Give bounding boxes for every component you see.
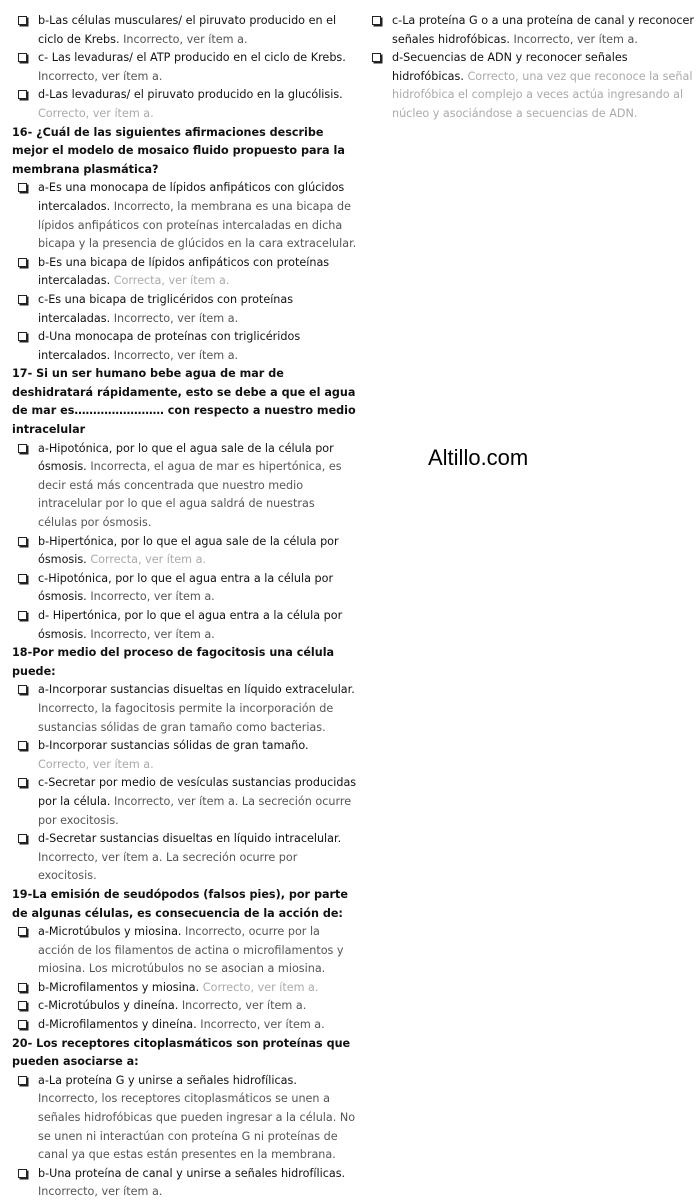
answer-text: b-Hipertónica, por lo que el agua sale de la célula por ósmosis. bbox=[38, 534, 339, 567]
checkbox-bullet-icon bbox=[18, 332, 27, 341]
answer-option bbox=[12, 830, 357, 886]
checkbox-bullet-icon bbox=[18, 685, 27, 694]
feedback-text: Correcto, ver ítem a. bbox=[38, 106, 154, 120]
answer-option bbox=[12, 607, 357, 644]
answer-option bbox=[366, 12, 696, 49]
checkbox-bullet-icon bbox=[18, 295, 27, 304]
checkbox-bullet-icon bbox=[372, 53, 381, 62]
answer-option bbox=[12, 570, 357, 607]
answer-option bbox=[12, 681, 357, 737]
feedback-text: Incorrecto, ver ítem a. La secreción ocurre por exocitosis. bbox=[38, 850, 298, 883]
checkbox-bullet-icon bbox=[18, 834, 27, 843]
answer-option bbox=[12, 1016, 357, 1035]
checkbox-bullet-icon bbox=[18, 927, 27, 936]
feedback-text: Incorrecto, ver ítem a. La secreción ocurre por exocitosis. bbox=[38, 794, 352, 827]
answer-option bbox=[12, 737, 357, 774]
feedback-text: Incorrecto, ver ítem a. bbox=[38, 69, 163, 83]
answer-option bbox=[12, 1165, 357, 1202]
feedback-text: Incorrecto, ver ítem a. bbox=[200, 1018, 325, 1032]
answer-text: b-Las células musculares/ el piruvato producido en el ciclo de Krebs. bbox=[38, 14, 337, 46]
checkbox-bullet-icon bbox=[18, 258, 27, 267]
question-title: 16- ¿Cuál de las siguientes afirmaciones describe mejor el modelo de mosaico fluido propuesto para la membrana plasmática? bbox=[12, 125, 345, 176]
feedback-text: Incorrecto, la membrana es una bicapa de lípidos anfipáticos con proteínas intercaladas en dicha bicapa y la presencia de glúcidos en la cara extracelular. bbox=[38, 199, 357, 251]
checkbox-bullet-icon bbox=[18, 90, 27, 99]
answer-text: a-Microtúbulos y miosina. bbox=[38, 925, 182, 939]
checkbox-bullet-icon bbox=[18, 537, 27, 546]
left-column bbox=[12, 12, 357, 1202]
answer-text: a-Hipotónica, por lo que el agua sale de la célula por ósmosis. bbox=[38, 441, 334, 474]
feedback-text: Correcto, ver ítem a. bbox=[202, 980, 319, 994]
feedback-text: Correcto, ver ítem a. bbox=[38, 757, 154, 771]
answer-text: c-La proteína G o a una proteína de canal y reconocer señales hidrofóbicas. bbox=[392, 14, 694, 46]
feedback-text: Incorrecto, ver ítem a. bbox=[90, 627, 215, 641]
feedback-text: Correcto, una vez que reconoce la señal hidrofóbica el complejo a veces actúa ingresando al núcleo y asociándose a secuencias de ADN. bbox=[392, 69, 693, 120]
checkbox-bullet-icon bbox=[18, 1076, 27, 1085]
answer-option bbox=[12, 997, 357, 1016]
checkbox-bullet-icon bbox=[18, 741, 27, 750]
answer-text: d-Secuencias de ADN y reconocer señales hidrofóbicas. bbox=[392, 51, 628, 83]
question-title: 20- Los receptores citoplasmáticos son proteínas que pueden asociarse a: bbox=[12, 1036, 351, 1069]
feedback-text: Incorrecta, el agua de mar es hipertónica, es decir está más concentrada que nuestro medio intracelular por lo que el agua saldrá de nuestras células por ósmosis. bbox=[38, 460, 342, 530]
answer-text: a-La proteína G y unirse a señales hidrofílicas. bbox=[38, 1073, 297, 1087]
answer-text: d-Microfilamentos y dineína. bbox=[38, 1018, 197, 1032]
feedback-text: Correcta, ver ítem a. bbox=[113, 274, 230, 288]
checkbox-bullet-icon bbox=[18, 183, 27, 192]
feedback-text: Correcta, ver ítem a. bbox=[90, 553, 207, 567]
answer-option bbox=[12, 254, 357, 291]
answer-text: b-Microfilamentos y miosina. bbox=[38, 980, 200, 994]
checkbox-bullet-icon bbox=[18, 983, 27, 992]
answer-option bbox=[12, 923, 357, 979]
checkbox-bullet-icon bbox=[18, 1169, 27, 1178]
question-title: 18-Por medio del proceso de fagocitosis una célula puede: bbox=[12, 646, 335, 678]
feedback-text: Incorrecto, ver ítem a. bbox=[181, 999, 307, 1013]
checkbox-bullet-icon bbox=[18, 1001, 27, 1010]
feedback-text: Incorrecto, ver ítem a. bbox=[513, 32, 638, 46]
answer-text: b-Incorporar sustancias sólidas de gran tamaño. bbox=[38, 739, 309, 753]
watermark: Altillo.com bbox=[428, 445, 529, 470]
answer-text: c-Microtúbulos y dineína. bbox=[38, 999, 179, 1013]
question-title: 17- Si un ser humano bebe agua de mar de deshidratará rápidamente, esto se debe a que el agua de mar es…………………… con respecto a nuestro medio intracelular bbox=[12, 367, 356, 437]
answer-option bbox=[12, 179, 357, 253]
feedback-text: Incorrecto, ver ítem a. bbox=[90, 590, 215, 604]
answer-option bbox=[12, 440, 357, 533]
feedback-text: Incorrecto, los receptores citoplasmáticos se unen a señales hidrofóbicas que pueden ingresar a la célula. No se unen ni interactúan con proteína G ni proteínas de canal ya que estas están presentes en la membrana. bbox=[38, 1092, 356, 1162]
right-column bbox=[366, 12, 696, 124]
question-title: 19-La emisión de seudópodos (falsos pies), por parte de algunas células, es consecuencia de la acción de: bbox=[12, 887, 348, 920]
feedback-text: Incorrecto, ver ítem a. bbox=[113, 311, 239, 325]
feedback-text: Incorrecto, ver ítem a. bbox=[123, 32, 248, 46]
answer-text: c-Secretar por medio de vesículas sustancias producidas por la célula. bbox=[38, 776, 357, 808]
feedback-text: Incorrecto, ver ítem a. bbox=[113, 348, 239, 362]
answer-text: c-Es una bicapa de triglicéridos con proteínas intercaladas. bbox=[38, 292, 294, 325]
answer-text: a-Incorporar sustancias disueltas en líquido extracelular. bbox=[38, 683, 355, 697]
answer-option bbox=[12, 291, 357, 328]
checkbox-bullet-icon bbox=[18, 16, 27, 25]
checkbox-bullet-icon bbox=[18, 574, 27, 583]
answer-option bbox=[12, 12, 357, 49]
checkbox-bullet-icon bbox=[18, 778, 27, 787]
checkbox-bullet-icon bbox=[18, 1020, 27, 1029]
answer-text: d-Secretar sustancias disueltas en líquido intracelular. bbox=[38, 832, 342, 846]
answer-option bbox=[12, 49, 357, 86]
answer-option bbox=[12, 328, 357, 365]
answer-text: b-Es una bicapa de lípidos anfipáticos con proteínas intercaladas. bbox=[38, 255, 330, 288]
answer-text: c- Las levaduras/ el ATP producido en el ciclo de Krebs. bbox=[38, 51, 346, 65]
checkbox-bullet-icon bbox=[18, 611, 27, 620]
answer-option bbox=[366, 49, 696, 123]
answer-option bbox=[12, 774, 357, 830]
feedback-text: Incorrecto, ocurre por la acción de los filamentos de actina o microfilamentos y miosina. Los microtúbulos no se asocian a miosina. bbox=[38, 925, 344, 976]
answer-text: c-Hipotónica, por lo que el agua entra a la célula por ósmosis. bbox=[38, 571, 334, 604]
answer-option bbox=[12, 86, 357, 123]
feedback-text: Incorrecto, ver ítem a. bbox=[38, 1185, 163, 1199]
answer-text: d-Las levaduras/ el piruvato producido en la glucólisis. bbox=[38, 88, 343, 102]
answer-text: b-Una proteína de canal y unirse a señales hidrofílicas. bbox=[38, 1166, 346, 1180]
answer-option bbox=[12, 979, 357, 998]
answer-text: d-Una monocapa de proteínas con triglicéridos intercalados. bbox=[38, 330, 301, 362]
answer-text: a-Es una monocapa de lípidos anfipáticos con glúcidos intercalados. bbox=[38, 181, 345, 213]
answer-option bbox=[12, 1072, 357, 1165]
checkbox-bullet-icon bbox=[18, 53, 27, 62]
answer-option bbox=[12, 533, 357, 570]
checkbox-bullet-icon bbox=[18, 444, 27, 453]
answer-text: d- Hipertónica, por lo que el agua entra a la célula por ósmosis. bbox=[38, 609, 343, 641]
checkbox-bullet-icon bbox=[372, 16, 381, 25]
feedback-text: Incorrecto, la fagocitosis permite la incorporación de sustancias sólidas de gran tamaño como bacterias. bbox=[38, 701, 334, 734]
